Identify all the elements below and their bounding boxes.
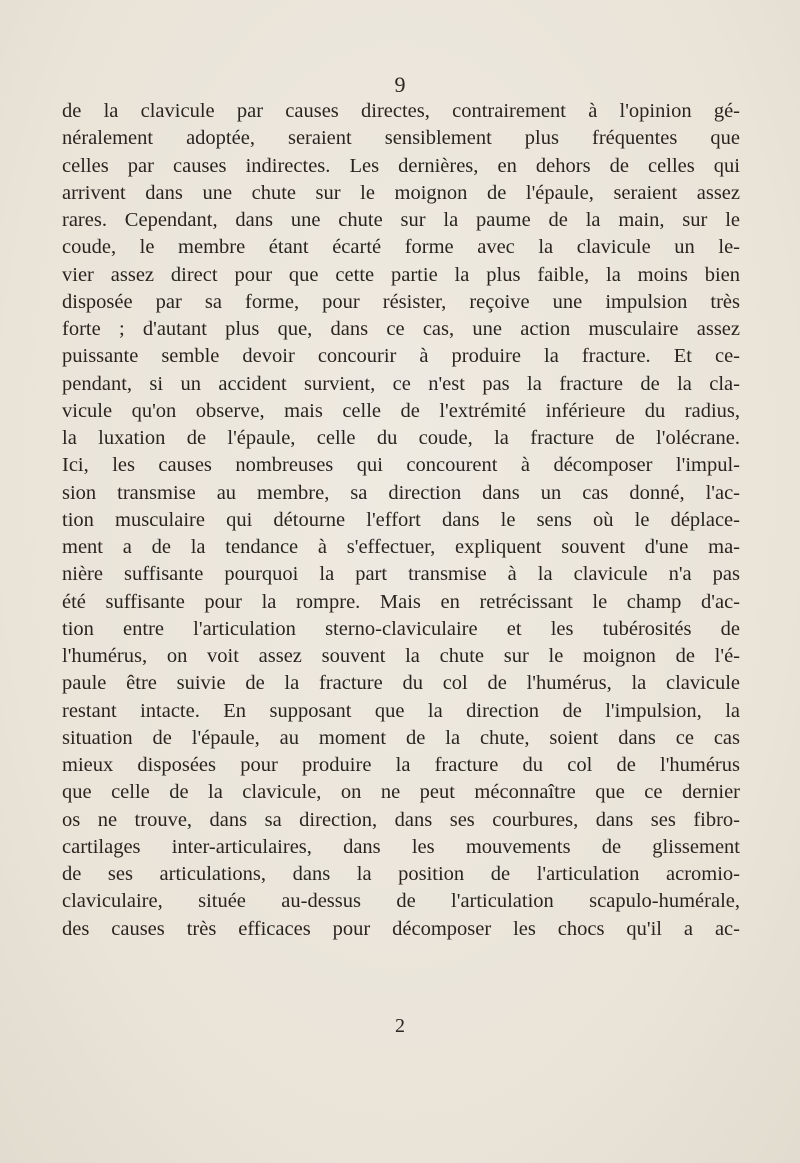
text-line: celles par causes indirectes. Les dernières, en dehors de celles qui (62, 154, 740, 177)
text-line: tion entre l'articulation sterno-claviculaire et les tubérosités de (62, 617, 740, 640)
body-text (62, 98, 740, 943)
text-line: de la clavicule par causes directes, contrairement à l'opinion gé- (62, 100, 740, 122)
signature-mark: 2 (395, 1015, 405, 1037)
text-line: que celle de la clavicule, on ne peut méconnaître que ce dernier (62, 781, 740, 804)
text-line: tion musculaire qui détourne l'effort dans le sens où le déplace- (62, 508, 740, 531)
text-line: restant intacte. En supposant que la direction de l'impulsion, la (62, 699, 740, 722)
page-number: 9 (394, 72, 406, 97)
text-line: vicule qu'on observe, mais celle de l'extrémité inférieure du radius, (62, 399, 740, 422)
text-line: sion transmise au membre, sa direction dans un cas donné, l'ac- (62, 481, 740, 504)
text-line: paule être suivie de la fracture du col de l'humérus, la clavicule (62, 672, 740, 695)
text-line: forte ; d'autant plus que, dans ce cas, une action musculaire assez (62, 318, 740, 340)
text-line: mieux disposées pour produire la fracture du col de l'humérus (62, 754, 740, 776)
text-line: de ses articulations, dans la position de l'articulation acromio- (62, 863, 740, 885)
text-line: néralement adoptée, seraient sensiblement plus fréquentes que (62, 127, 740, 150)
text-line: l'humérus, on voit assez souvent la chute sur le moignon de l'é- (62, 645, 740, 667)
text-line: cartilages inter-articulaires, dans les mouvements de glissement (62, 835, 740, 858)
text-line: Ici, les causes nombreuses qui concourent à décomposer l'impul- (62, 454, 740, 477)
text-line: os ne trouve, dans sa direction, dans ses courbures, dans ses fibro- (62, 808, 740, 831)
text-line: pendant, si un accident survient, ce n'est pas la fracture de la cla- (62, 372, 740, 395)
text-line: situation de l'épaule, au moment de la chute, soient dans ce cas (62, 726, 740, 749)
text-line: ment a de la tendance à s'effectuer, expliquent souvent d'une ma- (62, 536, 740, 558)
text-line: la luxation de l'épaule, celle du coude, la fracture de l'olécrane. (62, 427, 740, 449)
text-line: arrivent dans une chute sur le moignon de l'épaule, seraient assez (62, 181, 740, 204)
text-line: coude, le membre étant écarté forme avec la clavicule un le- (62, 236, 740, 259)
text-line: puissante semble devoir concourir à produire la fracture. Et ce- (62, 345, 740, 368)
text-line: disposée par sa forme, pour résister, reçoive une impulsion très (62, 290, 740, 313)
text-line: claviculaire, située au-dessus de l'articulation scapulo-humérale, (62, 890, 740, 913)
text-line: nière suffisante pourquoi la part transmise à la clavicule n'a pas (62, 563, 740, 586)
text-line: rares. Cependant, dans une chute sur la paume de la main, sur le (62, 209, 740, 231)
text-line: vier assez direct pour que cette partie la plus faible, la moins bien (62, 263, 740, 286)
text-line: des causes très efficaces pour décomposer les chocs qu'il a ac- (62, 917, 740, 940)
text-line: été suffisante pour la rompre. Mais en retrécissant le champ d'ac- (62, 590, 740, 613)
